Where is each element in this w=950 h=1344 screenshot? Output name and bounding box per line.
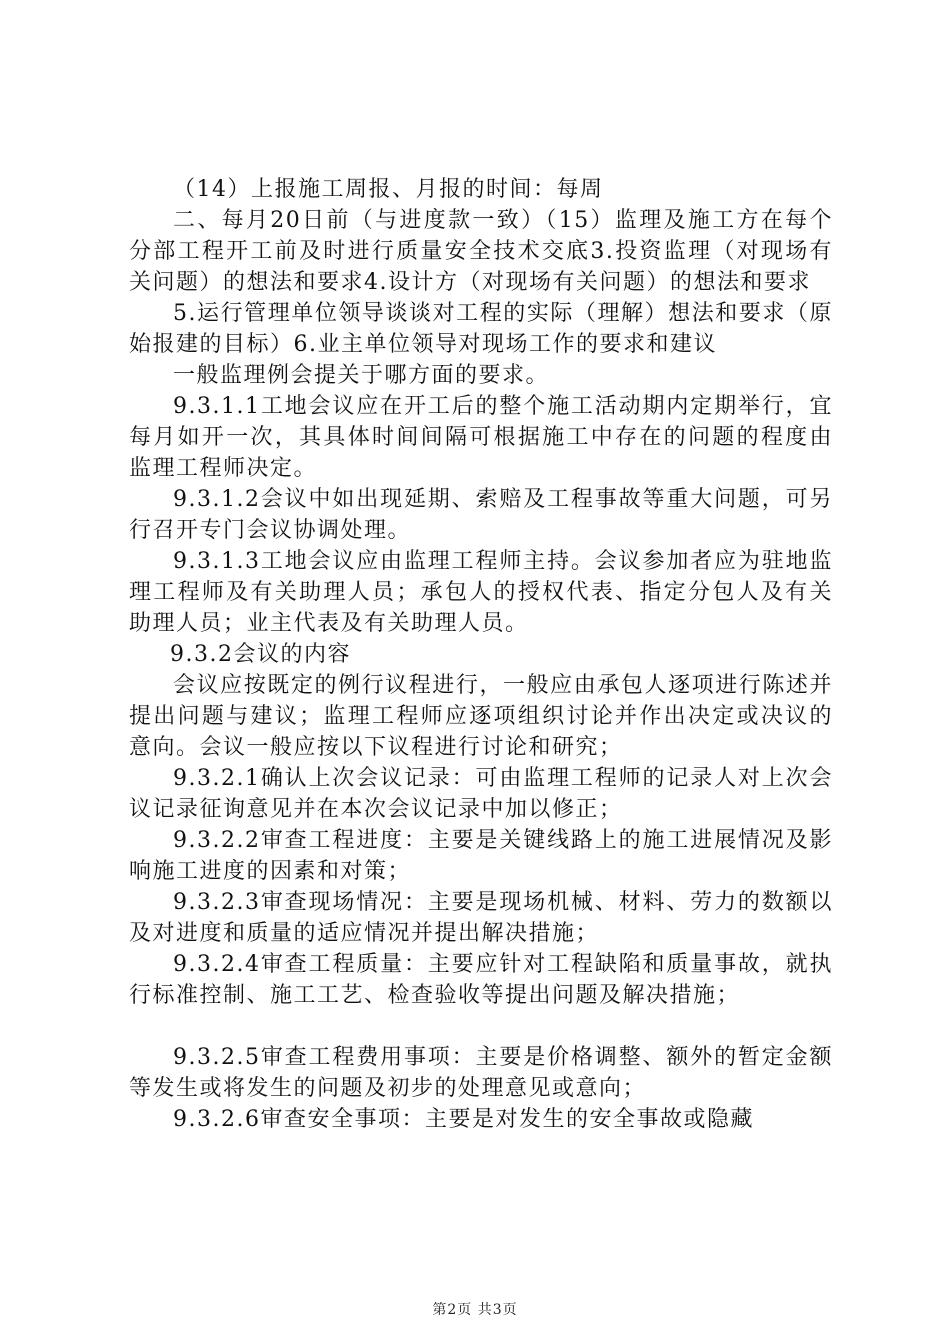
paragraph-9-3-2-4: 9.3.2.4审查工程质量：主要应针对工程缺陷和质量事故，就执行标准控制、施工工艺、检查验收等提出问题及解决措施； <box>129 952 833 1008</box>
paragraph-weekly-report: （14）上报施工周报、月报的时间：每周 <box>173 177 604 202</box>
paragraph-section-two: 二、每月20日前（与进度款一致）（15）监理及施工方在每个分部工程开工前及时进行质量安全技术交底3.投资监理（对现场有关问题）的想法和要求4.设计方（对现场有关问题）的想法和要求 <box>129 208 833 295</box>
paragraph-meeting-agenda: 会议应按既定的例行议程进行，一般应由承包人逐项进行陈述并提出问题与建议；监理工程师应逐项组织讨论并作出决定或决议的意向。会议一般应按以下议程进行讨论和研究； <box>129 673 833 760</box>
paragraph-9-3-2-5: 9.3.2.5审查工程费用事项：主要是价格调整、额外的暂定金额等发生或将发生的问题及初步的处理意见或意向； <box>129 1045 833 1101</box>
paragraph-9-3-1-3: 9.3.1.3工地会议应由监理工程师主持。会议参加者应为驻地监理工程师及有关助理人员；承包人的授权代表、指定分包人及有关助理人员；业主代表及有关助理人员。 <box>129 549 833 636</box>
paragraph-9-3-2-3: 9.3.2.3审查现场情况：主要是现场机械、材料、劳力的数额以及对进度和质量的适应情况并提出解决措施； <box>129 890 833 946</box>
paragraph-9-3-1-2: 9.3.1.2会议中如出现延期、索赔及工程事故等重大问题，可另行召开专门会议协调处理。 <box>129 487 833 543</box>
section-heading-9-3-2: 9.3.2会议的内容 <box>170 642 351 667</box>
paragraph-9-3-2-6: 9.3.2.6审查安全事项：主要是对发生的安全事故或隐藏 <box>173 1107 754 1132</box>
paragraph-meeting-requirements: 一般监理例会提关于哪方面的要求。 <box>173 363 550 388</box>
paragraph-9-3-2-1: 9.3.2.1确认上次会议记录：可由监理工程师的记录人对上次会议记录征询意见并在本次会议记录中加以修正； <box>129 766 833 822</box>
page-number-footer: 第2页 共3页 <box>432 1302 518 1318</box>
paragraph-9-3-2-2: 9.3.2.2审查工程进度：主要是关键线路上的施工进展情况及影响施工进度的因素和对策； <box>129 828 833 884</box>
document-body <box>129 174 833 1135</box>
paragraph-management-unit: 5.运行管理单位领导谈谈对工程的实际（理解）想法和要求（原始报建的目标）6.业主单位领导对现场工作的要求和建议 <box>129 301 833 357</box>
paragraph-9-3-1-1: 9.3.1.1工地会议应在开工后的整个施工活动期内定期举行，宜每月如开一次，其具体时间间隔可根据施工中存在的问题的程度由监理工程师决定。 <box>129 394 833 481</box>
